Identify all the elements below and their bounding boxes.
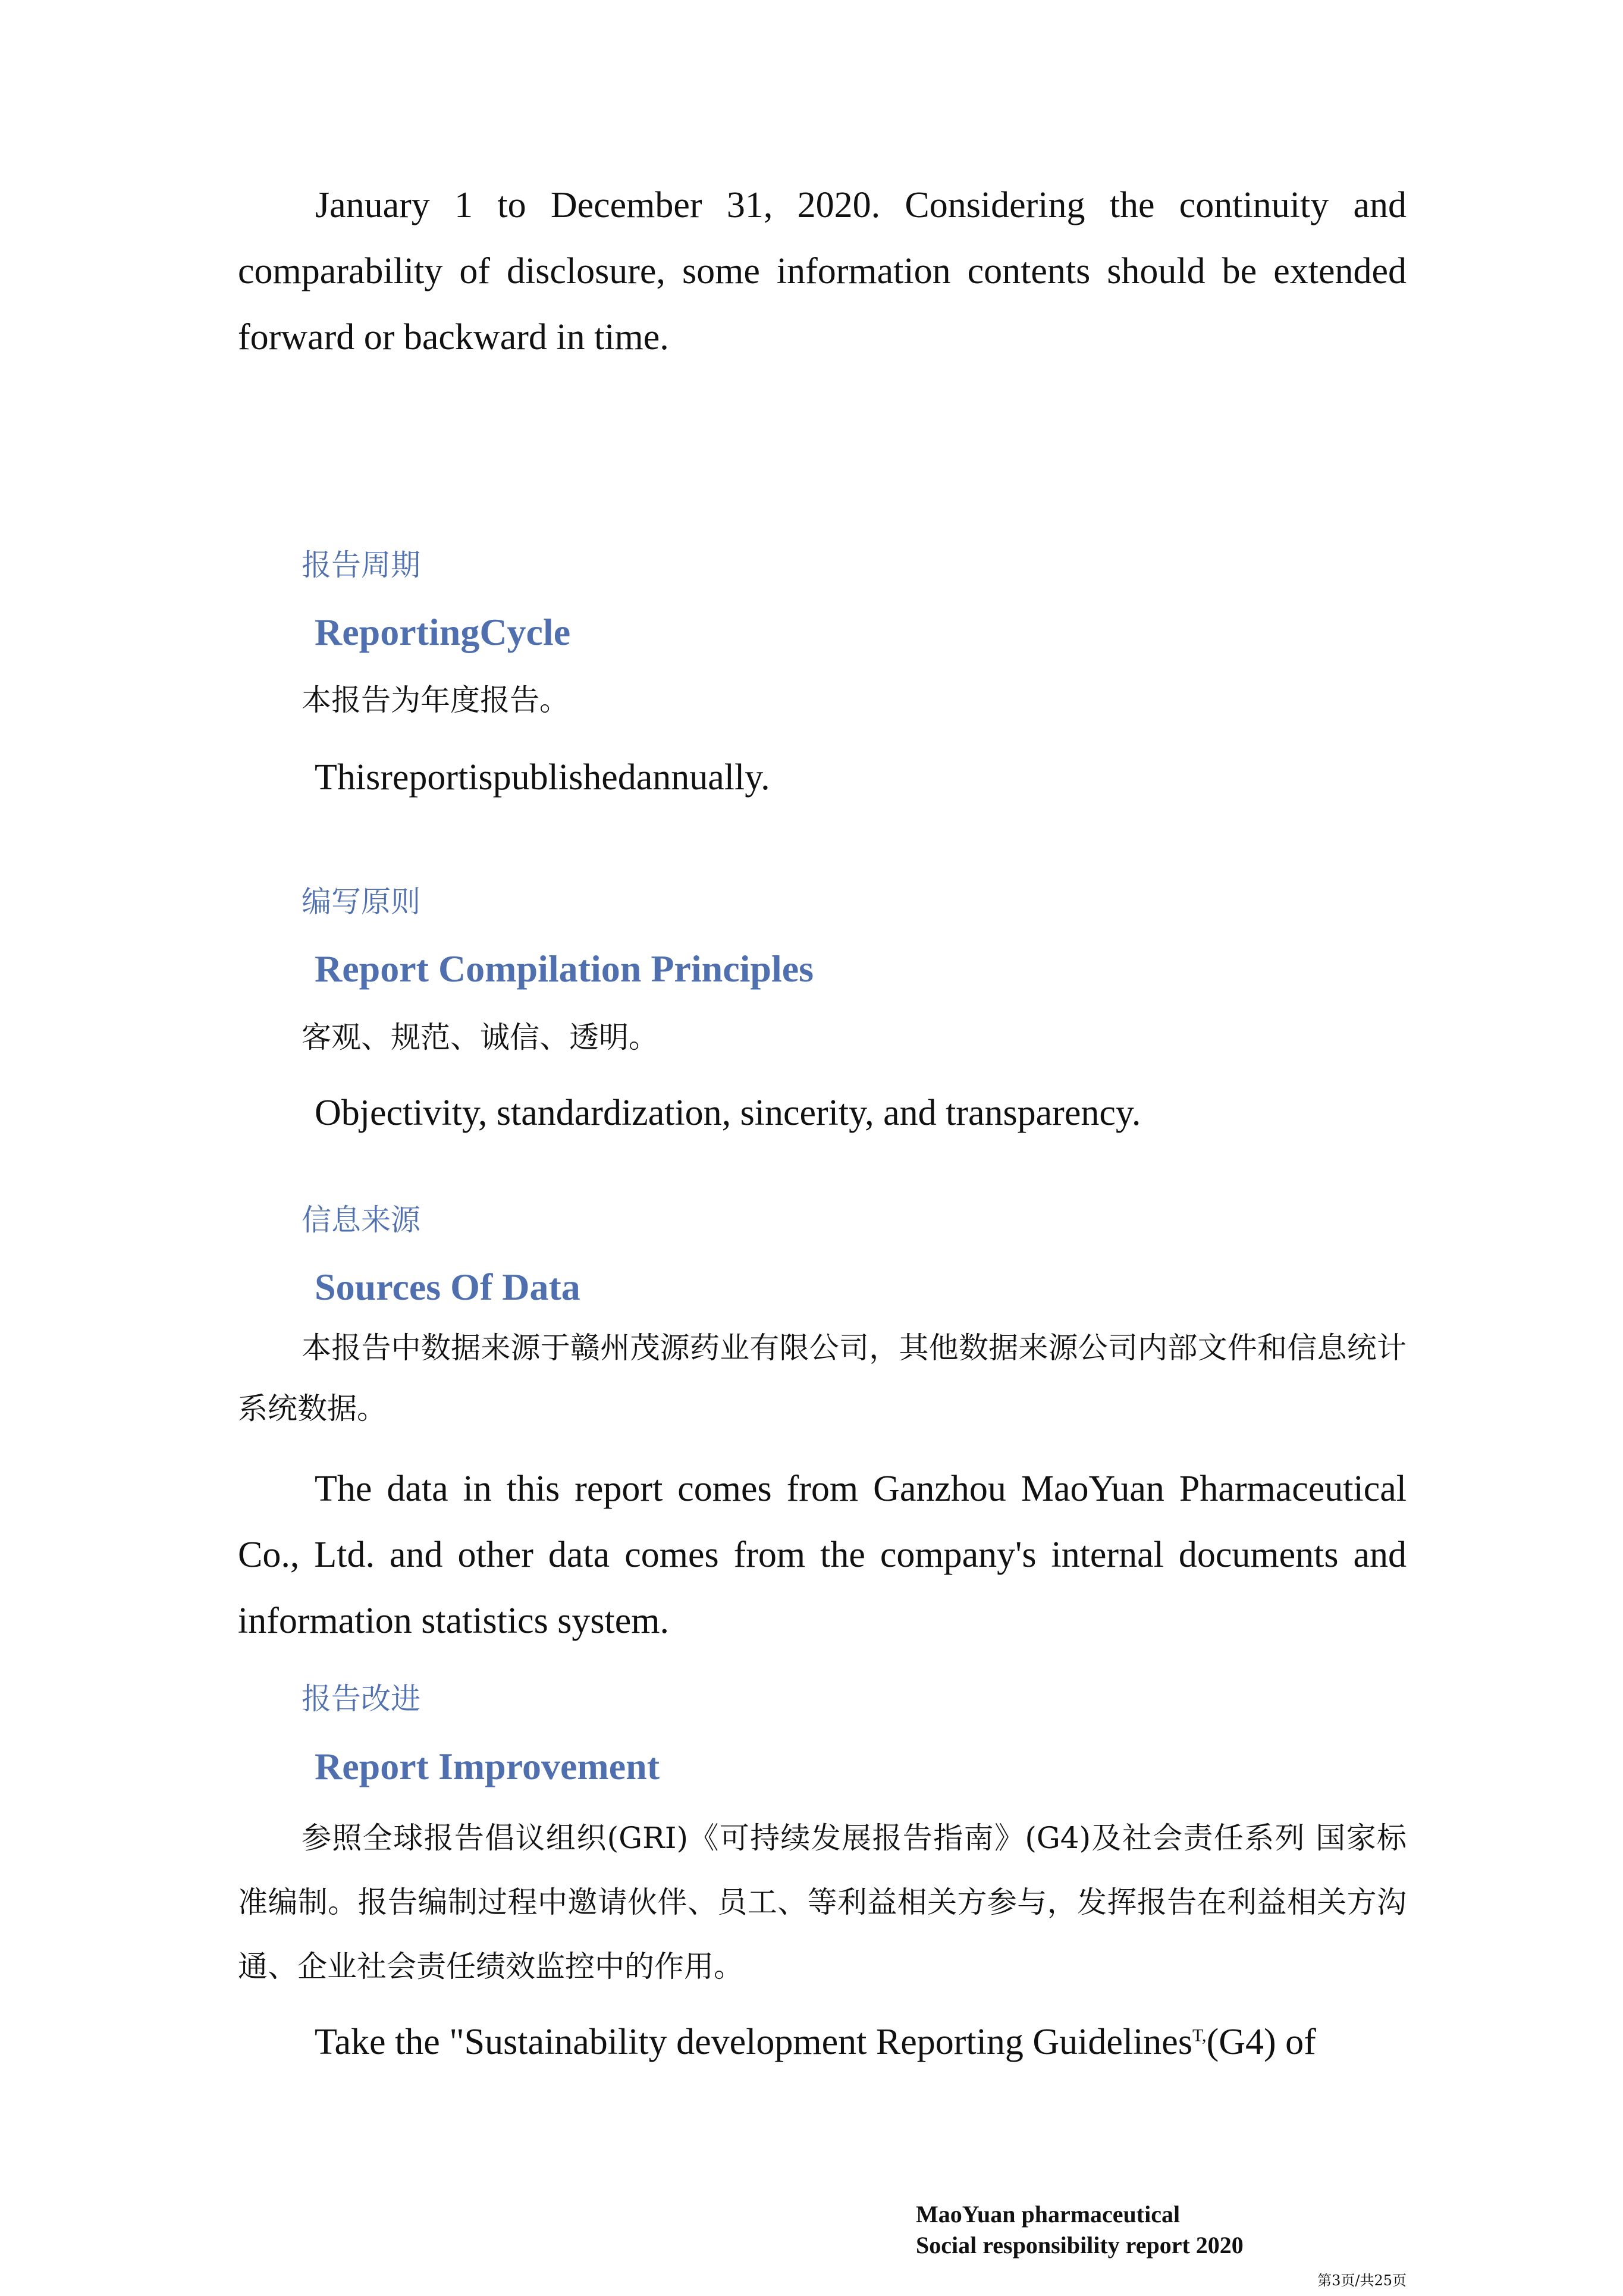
section-sources-en-heading: Sources Of Data [315,1266,580,1308]
section-reporting-cycle-en-heading: ReportingCycle [315,611,571,653]
section-sources-cn-heading: 信息来源 [302,1203,420,1237]
section-improvement-en-heading: Report Improvement [315,1745,660,1787]
footer-line-report: Social responsibility report 2020 [916,2232,1244,2259]
section-principles-cn-heading: 编写原则 [302,884,420,919]
section-sources-en-text: The data in this report comes from Ganzhou MaoYuan Pharmaceutical Co., Ltd. and other data comes from the company's internal documents and information statistics system. [238,1469,1407,1641]
section-improvement-cn-text: 参照全球报告倡议组织(GRI)《可持续发展报告指南》(G4)及社会责任系列 国家标准编制。报告编制过程中邀请伙伴、员工、等利益相关方参与，发挥报告在利益相关方沟通、企业社会责任绩效监控中的作用。 [238,1821,1407,1984]
improvement-en-text-superscript: T, [1192,2025,1207,2046]
section-principles-en-heading: Report Compilation Principles [315,948,814,990]
intro-paragraph: January 1 to December 31, 2020. Considering the continuity and comparability of disclosure, some information contents should be extended forward or backward in time. [238,185,1407,357]
section-principles-cn-text: 客观、规范、诚信、透明。 [302,1020,658,1055]
section-improvement-en-text [315,2009,1409,2075]
section-reporting-cycle-cn-text: 本报告为年度报告。 [302,683,569,717]
improvement-en-text-start: Take the "Sustainability development Reporting Guidelines [315,2022,1192,2062]
footer-line-company: MaoYuan pharmaceutical [916,2201,1181,2228]
improvement-en-text-end: (G4) of [1206,2022,1316,2062]
section-reporting-cycle-en-text: Thisreportispublishedannually. [315,757,770,798]
section-sources-cn-text: 本报告中数据来源于赣州茂源药业有限公司，其他数据来源公司内部文件和信息统计系统数据。 [238,1331,1407,1426]
section-improvement-cn-heading: 报告改进 [302,1682,420,1716]
section-principles-en-text: Objectivity, standardization, sincerity, and transparency. [315,1093,1141,1133]
page-number: 第3页/共25页 [1317,2272,1407,2289]
section-reporting-cycle-cn-heading: 报告周期 [302,548,420,582]
footer-company [916,2199,1244,2261]
